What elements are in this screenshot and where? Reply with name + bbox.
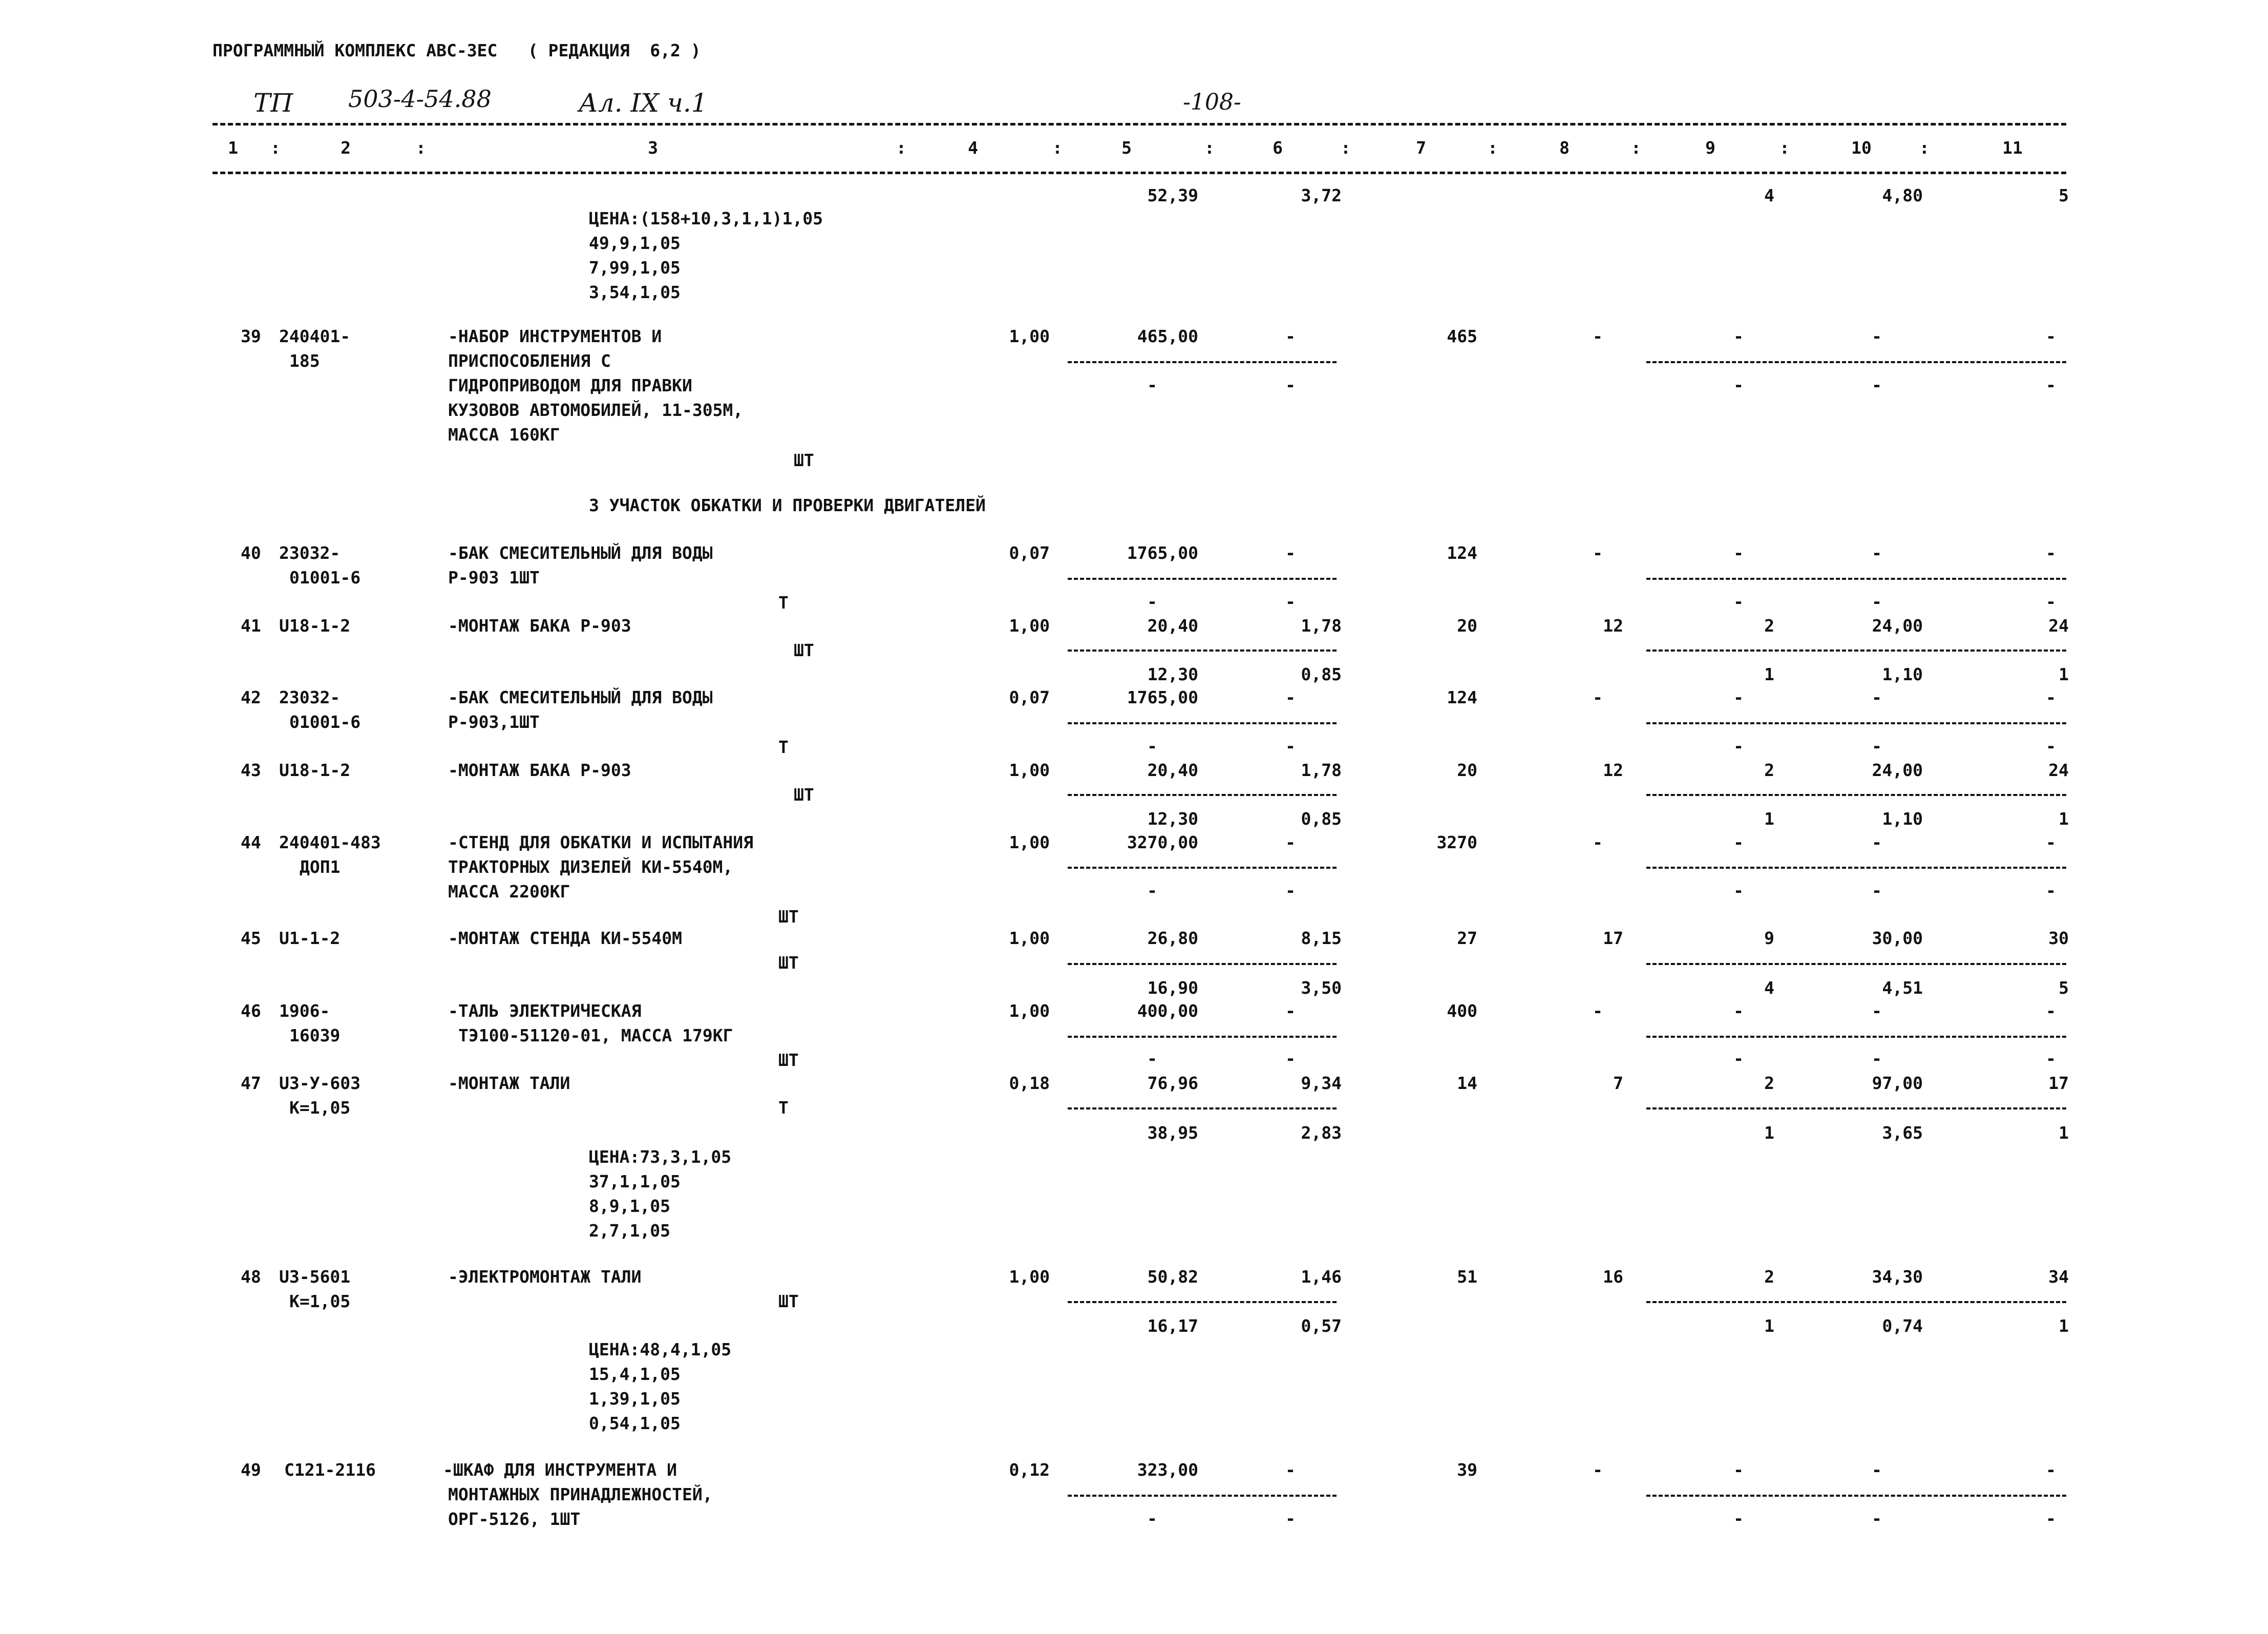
cell-c11-sub: -: [2046, 1049, 2056, 1069]
cell-c9-sub: -: [1733, 375, 1744, 395]
cell-c7: 20: [1457, 760, 1477, 780]
cell-c6: -: [1285, 687, 1296, 707]
cell-c5: 1765,00: [1127, 687, 1198, 707]
cell-c5: 20,40: [1147, 616, 1198, 636]
cell-c5: 400,00: [1137, 1001, 1198, 1021]
cell-c5: 323,00: [1137, 1460, 1198, 1480]
cell-divider: [1068, 1036, 1337, 1038]
col-sep: :: [1204, 138, 1215, 158]
cell-c11: -: [2046, 687, 2056, 707]
cell-c5-sub: 16,90: [1147, 978, 1198, 998]
item-name: -ТАЛЬ ЭЛЕКТРИЧЕСКАЯ: [448, 1001, 642, 1021]
cell-c10-sub: -: [1872, 881, 1882, 900]
cell-divider: [1646, 650, 2066, 652]
cell-c8: 17: [1603, 928, 1623, 948]
cell-c5-sub: 38,95: [1147, 1123, 1198, 1143]
price-note: 1,39,1,05: [589, 1389, 681, 1409]
cell-c5: 1765,00: [1127, 543, 1198, 563]
price-note: 49,9,1,05: [589, 233, 681, 253]
cell-c8: -: [1593, 687, 1603, 707]
price-note: ЦЕНА:73,3,1,05: [589, 1147, 732, 1167]
cell-c9: 2: [1764, 760, 1774, 780]
cell-c9-sub: -: [1733, 736, 1744, 756]
cell-c6-sub: 3,50: [1301, 978, 1342, 998]
item-name: КУЗОВОВ АВТОМОБИЛЕЙ, 11-305М,: [448, 400, 744, 420]
cell-divider: [1646, 361, 2066, 363]
row-number: 42: [241, 687, 261, 707]
cell-c6-sub: 2,83: [1301, 1123, 1342, 1143]
price-note: ЦЕНА:48,4,1,05: [589, 1339, 732, 1359]
cell-c11: 30: [2048, 928, 2069, 948]
cell-c6: 1,78: [1301, 616, 1342, 636]
unit: ШТ: [778, 907, 799, 927]
cell-c7: 124: [1447, 687, 1477, 707]
cell-c11: 17: [2048, 1073, 2069, 1093]
cell-c5-sub: -: [1147, 1049, 1157, 1069]
row-number: 40: [241, 543, 261, 563]
row-number: 48: [241, 1267, 261, 1287]
unit: ШТ: [794, 450, 814, 470]
cell-divider: [1068, 1107, 1337, 1109]
cell-divider: [1646, 1301, 2066, 1303]
cell-divider: [1068, 1301, 1337, 1303]
cell-c7: 51: [1457, 1267, 1477, 1287]
cell-c10: 97,00: [1872, 1073, 1923, 1093]
cell-quantity: 1,00: [1009, 1267, 1050, 1287]
unit: ШТ: [778, 1050, 799, 1070]
resource-code: 240401-483: [279, 832, 381, 852]
col-header-2: 2: [341, 138, 351, 158]
cell-c9: -: [1733, 1001, 1744, 1021]
cell-c5-sub: 12,30: [1147, 664, 1198, 684]
col-header-10: 10: [1851, 138, 1872, 158]
cell-c5: 52,39: [1147, 185, 1198, 205]
cell-quantity: 1,00: [1009, 1001, 1050, 1021]
cell-c11: -: [2046, 1001, 2056, 1021]
item-name: -НАБОР ИНСТРУМЕНТОВ И: [448, 326, 662, 346]
price-note: 37,1,1,05: [589, 1171, 681, 1191]
item-name: ТРАКТОРНЫХ ДИЗЕЛЕЙ КИ-5540М,: [448, 857, 733, 877]
cell-c5-sub: -: [1147, 736, 1157, 756]
resource-code: U3-У-603: [279, 1073, 361, 1093]
cell-quantity: 1,00: [1009, 928, 1050, 948]
cell-c10-sub: -: [1872, 736, 1882, 756]
col-sep: :: [1919, 138, 1930, 158]
col-header-8: 8: [1559, 138, 1570, 158]
cell-divider: [1646, 1495, 2066, 1497]
unit: Т: [778, 593, 789, 613]
row-number: 49: [241, 1460, 261, 1480]
unit: ШТ: [794, 785, 814, 805]
resource-code: U18-1-2: [279, 760, 351, 780]
cell-c11-sub: 1: [2059, 1123, 2069, 1143]
cell-c11-sub: -: [2046, 592, 2056, 612]
cell-c7: 124: [1447, 543, 1477, 563]
item-name: ОРГ-5126, 1ШТ: [448, 1509, 581, 1529]
cell-c10-sub: -: [1872, 1509, 1882, 1528]
col-header-9: 9: [1705, 138, 1715, 158]
cell-c10-sub: 3,65: [1882, 1123, 1923, 1143]
cell-divider: [1646, 794, 2066, 796]
item-name: -СТЕНД ДЛЯ ОБКАТКИ И ИСПЫТАНИЯ: [448, 832, 754, 852]
row-number: 46: [241, 1001, 261, 1021]
row-number: 45: [241, 928, 261, 948]
cell-c10: -: [1872, 543, 1882, 563]
price-note: 0,54,1,05: [589, 1413, 681, 1433]
col-header-11: 11: [2002, 138, 2023, 158]
page-number: -108-: [1183, 89, 1241, 115]
cell-divider: [1068, 361, 1337, 363]
cell-c10-sub: -: [1872, 592, 1882, 612]
cell-c9: 2: [1764, 1267, 1774, 1287]
col-header-4: 4: [968, 138, 978, 158]
cell-c11-sub: -: [2046, 1509, 2056, 1528]
cell-c11-sub: 1: [2059, 664, 2069, 684]
item-name: Р-903 1ШТ: [448, 568, 540, 588]
cell-c10-sub: 4,51: [1882, 978, 1923, 998]
cell-c6-sub: -: [1285, 592, 1296, 612]
cell-c11: -: [2046, 832, 2056, 852]
price-note: 2,7,1,05: [589, 1221, 670, 1241]
resource-code: U1-1-2: [279, 928, 341, 948]
col-header-7: 7: [1416, 138, 1426, 158]
cell-c8: -: [1593, 543, 1603, 563]
row-number: 44: [241, 832, 261, 852]
resource-code: К=1,05: [289, 1291, 351, 1311]
cell-c6: -: [1285, 1001, 1296, 1021]
unit: Т: [778, 1098, 789, 1118]
cell-c9: -: [1733, 543, 1744, 563]
resource-code: U18-1-2: [279, 616, 351, 636]
cell-c10: -: [1872, 1460, 1882, 1480]
resource-code: 16039: [289, 1025, 341, 1045]
cell-c7: 14: [1457, 1073, 1477, 1093]
item-name: -БАК СМЕСИТЕЛЬНЫЙ ДЛЯ ВОДЫ: [448, 687, 713, 707]
item-name: -МОНТАЖ БАКА Р-903: [448, 760, 631, 780]
cell-c6: -: [1285, 832, 1296, 852]
resource-code: 01001-6: [289, 568, 361, 588]
cell-quantity: 1,00: [1009, 616, 1050, 636]
item-name: -МОНТАЖ СТЕНДА КИ-5540М: [448, 928, 682, 948]
cell-c5-sub: -: [1147, 1509, 1157, 1528]
cell-c10: -: [1872, 326, 1882, 346]
cell-quantity: 1,00: [1009, 760, 1050, 780]
row-number: 47: [241, 1073, 261, 1093]
cell-c10-sub: 1,10: [1882, 664, 1923, 684]
resource-code: 23032-: [279, 543, 341, 563]
cell-c8: -: [1593, 1001, 1603, 1021]
cell-c11: 5: [2059, 185, 2069, 205]
cell-c5-sub: 16,17: [1147, 1316, 1198, 1336]
item-name: -ШКАФ ДЛЯ ИНСТРУМЕНТА И: [443, 1460, 677, 1480]
item-name: МАССА 2200КГ: [448, 882, 570, 902]
price-note: 3,54,1,05: [589, 282, 681, 302]
row-number: 39: [241, 326, 261, 346]
doc-number: 503-4-54.88: [348, 85, 492, 113]
cell-c10: -: [1872, 1001, 1882, 1021]
cell-quantity: 1,00: [1009, 832, 1050, 852]
doc-album: Ал. IX ч.1: [579, 88, 708, 118]
cell-c6: 1,46: [1301, 1267, 1342, 1287]
resource-code: U3-5601: [279, 1267, 351, 1287]
resource-code: 01001-6: [289, 712, 361, 732]
cell-c6-sub: 0,57: [1301, 1316, 1342, 1336]
cell-c9-sub: 1: [1764, 664, 1774, 684]
col-header-6: 6: [1273, 138, 1283, 158]
col-sep: :: [896, 138, 906, 158]
cell-c9-sub: -: [1733, 1049, 1744, 1069]
resource-code: К=1,05: [289, 1098, 351, 1118]
cell-c5-sub: -: [1147, 375, 1157, 395]
resource-code: С121-2116: [284, 1460, 376, 1480]
header-rule-top: [213, 123, 2066, 125]
item-name: -ЭЛЕКТРОМОНТАЖ ТАЛИ: [448, 1267, 642, 1287]
cell-divider: [1646, 867, 2066, 869]
cell-c7: 400: [1447, 1001, 1477, 1021]
cell-c9: -: [1733, 1460, 1744, 1480]
cell-c6: -: [1285, 326, 1296, 346]
item-name: ТЭ100-51120-01, МАССА 179КГ: [458, 1025, 733, 1045]
cell-c8: 7: [1613, 1073, 1623, 1093]
cell-divider: [1646, 722, 2066, 724]
row-number: 43: [241, 760, 261, 780]
resource-code: 1906-: [279, 1001, 330, 1021]
cell-c7: 39: [1457, 1460, 1477, 1480]
cell-quantity: 0,07: [1009, 687, 1050, 707]
cell-quantity: 0,12: [1009, 1460, 1050, 1480]
cell-c9: 9: [1764, 928, 1774, 948]
cell-quantity: 0,18: [1009, 1073, 1050, 1093]
resource-code: 185: [289, 351, 320, 371]
row-number: 41: [241, 616, 261, 636]
header-rule-bottom: [213, 172, 2066, 174]
cell-c9: 2: [1764, 616, 1774, 636]
item-name: -МОНТАЖ ТАЛИ: [448, 1073, 570, 1093]
price-note: 8,9,1,05: [589, 1196, 670, 1216]
cell-c10: 4,80: [1882, 185, 1923, 205]
cell-c8: 12: [1603, 760, 1623, 780]
unit: Т: [778, 737, 789, 757]
cell-c5: 3270,00: [1127, 832, 1198, 852]
section-title: 3 УЧАСТОК ОБКАТКИ И ПРОВЕРКИ ДВИГАТЕЛЕЙ: [589, 495, 986, 515]
item-name: Р-903,1ШТ: [448, 712, 540, 732]
cell-c6: -: [1285, 1460, 1296, 1480]
col-header-1: 1: [228, 138, 238, 158]
cell-c6-sub: -: [1285, 1509, 1296, 1528]
item-name: МАССА 160КГ: [448, 425, 560, 445]
cell-c11-sub: 1: [2059, 1316, 2069, 1336]
cell-c9-sub: -: [1733, 881, 1744, 900]
cell-c10-sub: 0,74: [1882, 1316, 1923, 1336]
col-sep: :: [1779, 138, 1790, 158]
cell-divider: [1068, 867, 1337, 869]
cell-divider: [1646, 1036, 2066, 1038]
unit: ШТ: [794, 640, 814, 660]
cell-c5: 26,80: [1147, 928, 1198, 948]
cell-c9: -: [1733, 687, 1744, 707]
cell-c11-sub: -: [2046, 881, 2056, 900]
resource-code: 23032-: [279, 687, 341, 707]
cell-c10: -: [1872, 687, 1882, 707]
price-note: 7,99,1,05: [589, 258, 681, 278]
program-header: ПРОГРАММНЫЙ КОМПЛЕКС АВС-3ЕС ( РЕДАКЦИЯ 6,2 ): [213, 40, 701, 60]
item-name: -МОНТАЖ БАКА Р-903: [448, 616, 631, 636]
cell-c11: -: [2046, 326, 2056, 346]
cell-c6: -: [1285, 543, 1296, 563]
cell-c10-sub: -: [1872, 1049, 1882, 1069]
cell-c10: 34,30: [1872, 1267, 1923, 1287]
col-sep: :: [1052, 138, 1063, 158]
unit: ШТ: [778, 1291, 799, 1311]
col-header-5: 5: [1121, 138, 1132, 158]
cell-c6-sub: -: [1285, 736, 1296, 756]
cell-c9-sub: -: [1733, 592, 1744, 612]
cell-c5-sub: -: [1147, 592, 1157, 612]
cell-c8: -: [1593, 326, 1603, 346]
item-name: ГИДРОПРИВОДОМ ДЛЯ ПРАВКИ: [448, 375, 692, 395]
cell-c6-sub: 0,85: [1301, 809, 1342, 829]
cell-c11: 34: [2048, 1267, 2069, 1287]
item-name: ПРИСПОСОБЛЕНИЯ С: [448, 351, 611, 371]
cell-c7: 20: [1457, 616, 1477, 636]
cell-quantity: 0,07: [1009, 543, 1050, 563]
cell-c10: 30,00: [1872, 928, 1923, 948]
col-sep: :: [1341, 138, 1351, 158]
cell-c11: -: [2046, 1460, 2056, 1480]
cell-c10: 24,00: [1872, 616, 1923, 636]
item-name: МОНТАЖНЫХ ПРИНАДЛЕЖНОСТЕЙ,: [448, 1484, 713, 1504]
cell-c10-sub: 1,10: [1882, 809, 1923, 829]
cell-c5: 20,40: [1147, 760, 1198, 780]
cell-c9-sub: 1: [1764, 1123, 1774, 1143]
cell-c11-sub: -: [2046, 375, 2056, 395]
cell-c9: 2: [1764, 1073, 1774, 1093]
price-note: ЦЕНА:(158+10,3,1,1)1,05: [589, 208, 823, 228]
cell-quantity: 1,00: [1009, 326, 1050, 346]
col-header-3: 3: [648, 138, 658, 158]
col-sep: :: [416, 138, 426, 158]
cell-c8: -: [1593, 832, 1603, 852]
cell-c8: 16: [1603, 1267, 1623, 1287]
price-note: 15,4,1,05: [589, 1364, 681, 1384]
cell-c6: 8,15: [1301, 928, 1342, 948]
doc-series: ТП: [253, 88, 293, 118]
cell-c5-sub: -: [1147, 881, 1157, 900]
cell-divider: [1646, 578, 2066, 580]
cell-c6-sub: -: [1285, 1049, 1296, 1069]
resource-code: ДОП1: [300, 857, 341, 877]
col-sep: :: [1631, 138, 1641, 158]
cell-c11: -: [2046, 543, 2056, 563]
cell-c11-sub: 5: [2059, 978, 2069, 998]
cell-c9-sub: 1: [1764, 1316, 1774, 1336]
cell-divider: [1068, 963, 1337, 965]
cell-c6-sub: -: [1285, 375, 1296, 395]
cell-c7: 3270: [1436, 832, 1477, 852]
cell-divider: [1068, 650, 1337, 652]
cell-c9: 4: [1764, 185, 1774, 205]
cell-c11: 24: [2048, 760, 2069, 780]
cell-c5: 76,96: [1147, 1073, 1198, 1093]
cell-c11-sub: -: [2046, 736, 2056, 756]
col-sep: :: [270, 138, 281, 158]
item-name: -БАК СМЕСИТЕЛЬНЫЙ ДЛЯ ВОДЫ: [448, 543, 713, 563]
col-sep: :: [1488, 138, 1498, 158]
cell-c9-sub: -: [1733, 1509, 1744, 1528]
cell-c11: 24: [2048, 616, 2069, 636]
cell-divider: [1068, 794, 1337, 796]
cell-c9: -: [1733, 832, 1744, 852]
cell-c9-sub: 4: [1764, 978, 1774, 998]
resource-code: 240401-: [279, 326, 351, 346]
cell-c9-sub: 1: [1764, 809, 1774, 829]
cell-c6: 9,34: [1301, 1073, 1342, 1093]
cell-c9: -: [1733, 326, 1744, 346]
cell-c11-sub: 1: [2059, 809, 2069, 829]
cell-c10: -: [1872, 832, 1882, 852]
cell-divider: [1068, 578, 1337, 580]
cell-c6: 1,78: [1301, 760, 1342, 780]
cell-c7: 27: [1457, 928, 1477, 948]
cell-c8: 12: [1603, 616, 1623, 636]
cell-c7: 465: [1447, 326, 1477, 346]
cell-divider: [1068, 722, 1337, 724]
cell-divider: [1646, 963, 2066, 965]
cell-c6: 3,72: [1301, 185, 1342, 205]
cell-c6-sub: 0,85: [1301, 664, 1342, 684]
cell-divider: [1068, 1495, 1337, 1497]
cell-c5-sub: 12,30: [1147, 809, 1198, 829]
cell-c10: 24,00: [1872, 760, 1923, 780]
cell-c6-sub: -: [1285, 881, 1296, 900]
cell-c5: 50,82: [1147, 1267, 1198, 1287]
unit: ШТ: [778, 953, 799, 973]
cell-divider: [1646, 1107, 2066, 1109]
cell-c10-sub: -: [1872, 375, 1882, 395]
cell-c5: 465,00: [1137, 326, 1198, 346]
cell-c8: -: [1593, 1460, 1603, 1480]
